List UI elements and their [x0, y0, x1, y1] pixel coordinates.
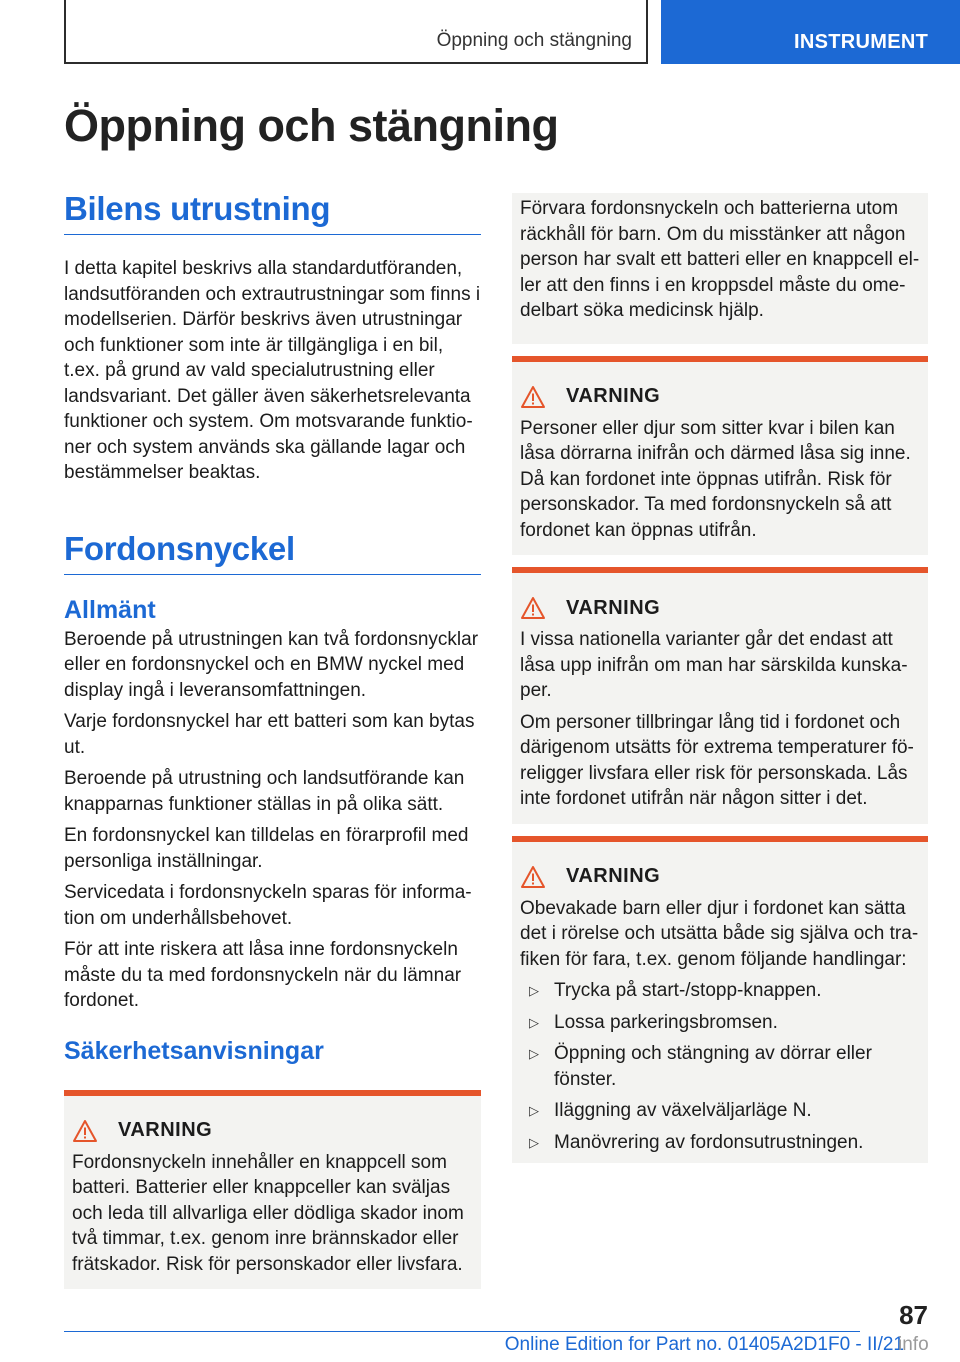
page-title: Öppning och stängning [64, 100, 559, 151]
warning-header [520, 595, 920, 621]
list-item: ▷ Trycka på start-/stopp-knappen. [520, 978, 920, 1004]
warning-header [72, 1118, 473, 1144]
warning-text-national-2: Om personer tillbringar lång tid i fordonet och därigenom utsätts för extrema temperaturer fö-religger livsfara eller risk för personskada. Lås inte fordonet utifrån när någon sitter i det. [520, 711, 914, 809]
heading-sakerhetsanvisningar: Säkerhetsanvisningar [64, 1036, 324, 1065]
left-column [64, 190, 481, 1289]
warning-text-national-1: I vissa nationella varianter går det endast att låsa upp inifrån om man har särskilda kunska-per. [520, 629, 908, 701]
list-item: ▷ Manövrering av fordonsutrustningen. [520, 1130, 920, 1156]
warning-box-national-variants [512, 567, 928, 824]
heading-allmant: Allmänt [64, 595, 156, 624]
chapter-tab-label: INSTRUMENT [794, 31, 929, 53]
paragraph-allmant-4: En fordonsnyckel kan tilldelas en förarprofil med personliga inställningar. [64, 825, 469, 872]
warning-box-unattended-children [512, 836, 928, 1164]
warning-box-battery-continued [512, 193, 928, 344]
warning-header [520, 864, 920, 890]
chapter-tab[interactable] [661, 0, 960, 64]
warning-text-battery-continued: Förvara fordonsnyckeln och batterierna utom räckhåll för barn. Om du misstänker att någon person har svalt ett batteri eller en knappcell el-ler att den finns i en kroppsdel måste du ome-delbart söka medicinsk hjälp. [520, 198, 920, 321]
paragraph-allmant-5: Servicedata i fordonsnyckeln sparas för informa-tion om underhållsbehovet. [64, 882, 472, 929]
paragraph-allmant-3: Beroende på utrustning och landsutförande kan knapparnas funktioner ställas in på olika sätt. [64, 768, 465, 815]
warning-triangle-icon [520, 385, 566, 409]
list-item: ▷ Lossa parkeringsbromsen. [520, 1010, 920, 1036]
warning-label: VARNING [566, 865, 661, 887]
warning-label: VARNING [566, 596, 661, 619]
list-item: ▷ Iläggning av växelväljarläge N. [520, 1098, 920, 1124]
warning-text-lock-inside: Personer eller djur som sitter kvar i bilen kan låsa dörrarna inifrån och därmed låsa sig inne. Då kan fordonet inte öppnas utifrån. Risk för personskador. Ta med fordonsnyckeln så att fordonet kan öppnas utifrån. [520, 417, 911, 541]
warning-box-lock-inside [512, 356, 928, 556]
triangle-bullet-icon: ▷ [529, 1014, 539, 1030]
warning-triangle-icon [72, 1119, 118, 1143]
footer-watermark: info [898, 1334, 929, 1355]
triangle-bullet-icon: ▷ [529, 1134, 539, 1150]
warning-label: VARNING [118, 1119, 213, 1141]
footer-divider [64, 1331, 860, 1332]
page-number: 87 [899, 1300, 928, 1330]
header-frame [64, 0, 648, 64]
paragraph-allmant-2: Varje fordonsnyckel har ett batteri som kan bytas ut. [64, 711, 475, 758]
footer-edition-text: Online Edition for Part no. 01405A2D1F0 - II/21 [504, 1334, 904, 1355]
right-column [512, 193, 928, 1163]
triangle-bullet-icon: ▷ [529, 1046, 539, 1061]
paragraph-bilens-utrustning: I detta kapitel beskrivs alla standardutföranden, landsutföranden och extrautrustningar som finns i modellserien. Därför beskrivs även utrustningar och funktioner som inte är tillgängliga i en bil, t.ex. på grund av vald specialutrustning eller landsvariant. Det gäller även säkerhetsrelevanta funktioner och system. Om motsvarande funktio-ner och system används ska gällande lagar och bestämmelser beaktas. [64, 258, 481, 483]
warning-text-battery: Fordonsnyckeln innehåller en knappcell som batteri. Batterier eller knappceller kan sväljas och leda till allvarliga eller dödliga skador inom två timmar, t.ex. genom inre brännskador eller frätskador. Risk för personskador eller livsfara. [72, 1151, 464, 1275]
warning-text-children: Obevakade barn eller djur i fordonet kan sätta det i rörelse och utsätta både sig själva och tra-fiken för fara, t.ex. genom följande handlingar: [520, 897, 919, 970]
heading-fordonsnyckel: Fordonsnyckel [64, 530, 481, 575]
warning-triangle-icon [520, 596, 566, 620]
triangle-bullet-icon: ▷ [529, 1103, 539, 1118]
warning-triangle-icon [520, 865, 566, 889]
paragraph-allmant-6: För att inte riskera att låsa inne fordonsnyckeln måste du ta med fordonsnyckeln när du lämnar fordonet. [64, 939, 462, 1011]
section-title: Öppning och stängning [436, 30, 632, 51]
paragraph-allmant-1: Beroende på utrustningen kan två fordonsnycklar eller en fordonsnyckel och en BMW nyckel med display ingå i leveransomfattningen. [64, 628, 479, 701]
warning-label: VARNING [566, 385, 661, 407]
list-item: ▷ Öppning och stängning av dörrar eller fönster. [529, 1043, 872, 1090]
warning-header [520, 384, 920, 410]
heading-bilens-utrustning: Bilens utrustning [64, 190, 481, 235]
actions-list [520, 978, 920, 1155]
warning-box-battery [64, 1090, 481, 1290]
triangle-bullet-icon: ▷ [529, 983, 539, 998]
